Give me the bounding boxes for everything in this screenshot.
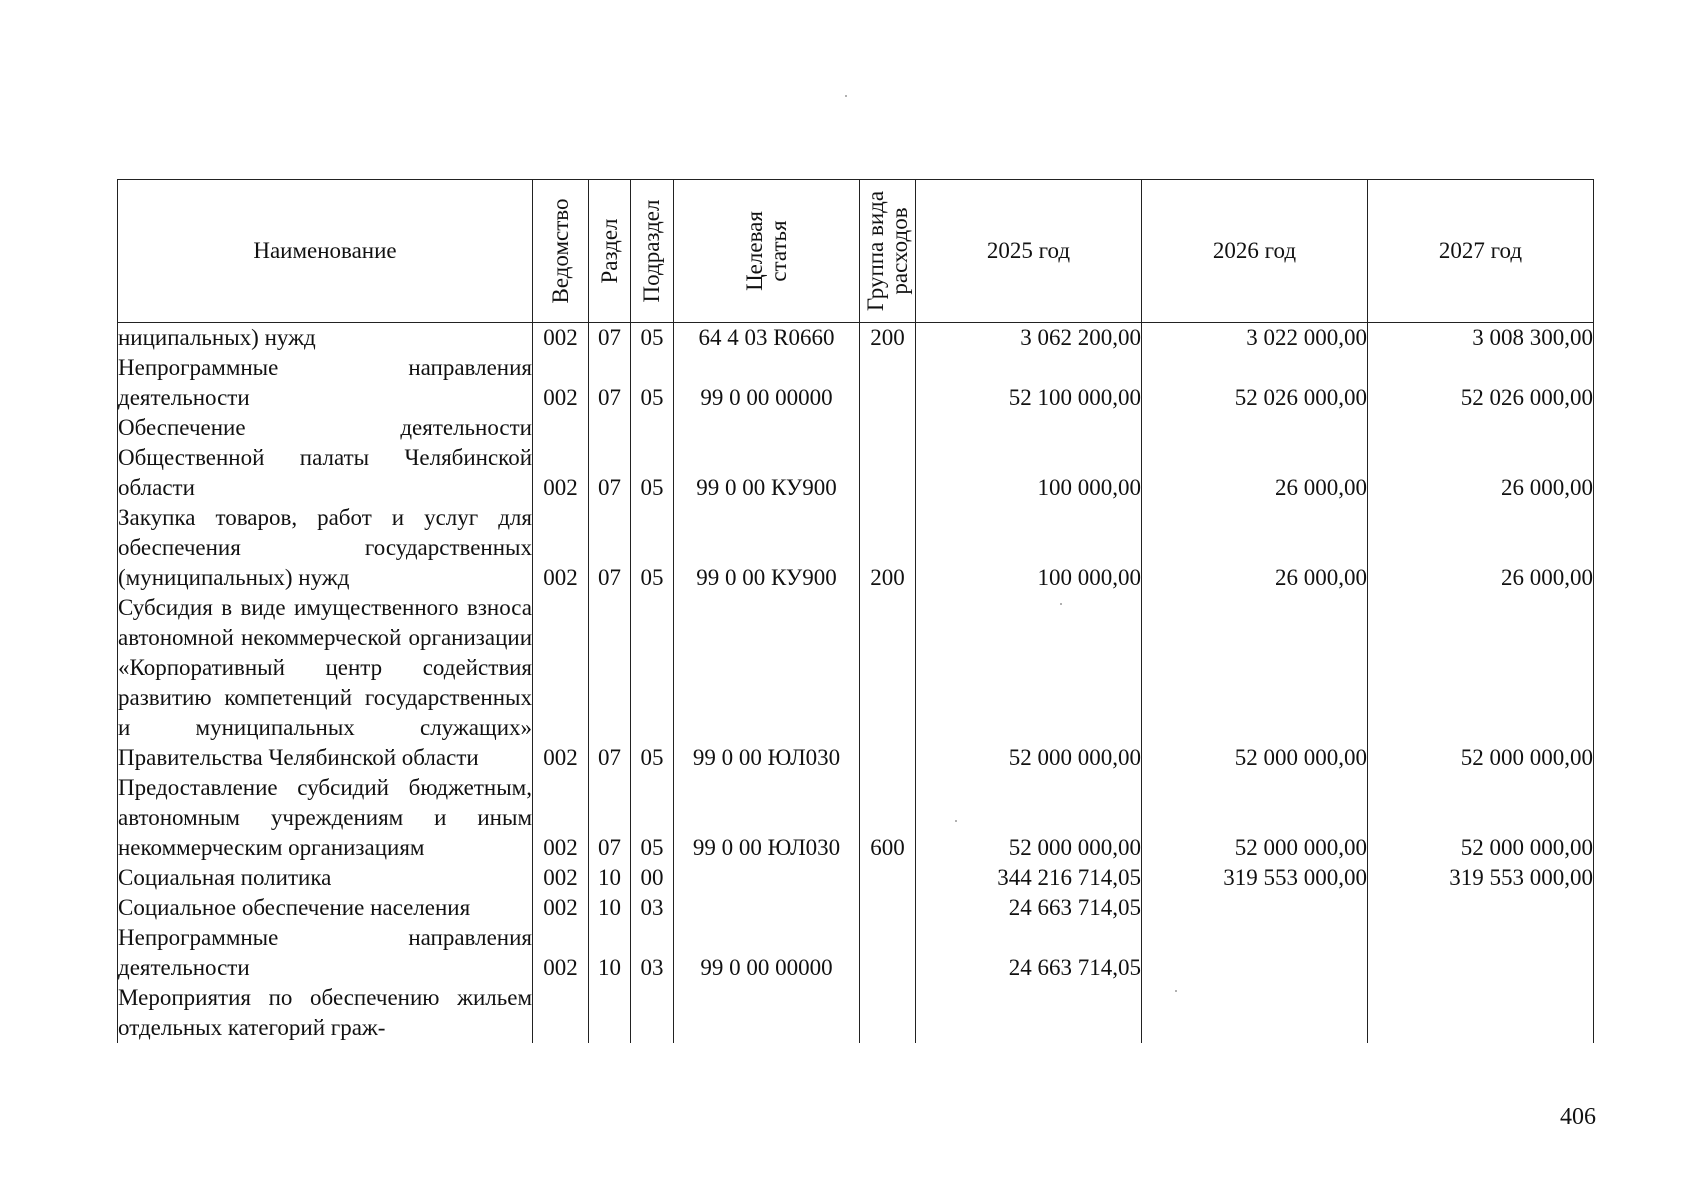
col-header-2027: 2027 год: [1368, 180, 1594, 323]
row-article: 99 0 00 КУ900: [674, 503, 860, 593]
row-podrazdel: 03: [631, 893, 674, 923]
col-header-group-line1: Группа вида: [862, 190, 888, 312]
row-group: [860, 593, 916, 773]
col-header-name: Наименование: [118, 180, 533, 323]
row-name: Предоставление субсидий бюджетным, автономным учреждениям и иным некоммерческим организациям: [118, 773, 533, 863]
table-row: [118, 923, 1594, 983]
row-group: 200: [860, 503, 916, 593]
row-article: 99 0 00 00000: [674, 923, 860, 983]
row-group: [860, 983, 916, 1043]
row-group: [860, 893, 916, 923]
row-razdel: 07: [589, 503, 631, 593]
table-row: [118, 893, 1594, 923]
row-name: Мероприятия по обеспечению жильем отдельных категорий граж-: [118, 983, 533, 1043]
row-podrazdel: 05: [631, 773, 674, 863]
row-article: [674, 893, 860, 923]
col-header-article: [674, 180, 860, 323]
row-amount-2027: 52 000 000,00: [1368, 593, 1594, 773]
row-razdel: 07: [589, 773, 631, 863]
row-razdel: 10: [589, 893, 631, 923]
row-amount-2025: 52 000 000,00: [916, 773, 1142, 863]
scan-speck: [955, 820, 957, 822]
row-name: Закупка товаров, работ и услуг для обеспечения государственных (муниципальных) нужд: [118, 503, 533, 593]
col-header-article-line2: статья: [765, 220, 791, 282]
row-name: Непрограммные направления деятельности: [118, 353, 533, 413]
row-amount-2027: 3 008 300,00: [1368, 323, 1594, 354]
col-header-podrazdel-label: Подраздел: [639, 199, 664, 303]
col-header-2026: 2026 год: [1142, 180, 1368, 323]
row-amount-2026: 319 553 000,00: [1142, 863, 1368, 893]
row-vedomstvo: 002: [533, 773, 589, 863]
row-vedomstvo: [533, 983, 589, 1043]
col-header-article-line1: Целевая: [741, 211, 767, 291]
row-vedomstvo: 002: [533, 413, 589, 503]
row-amount-2025: 52 000 000,00: [916, 593, 1142, 773]
row-article: 99 0 00 00000: [674, 353, 860, 413]
row-amount-2025: 100 000,00: [916, 413, 1142, 503]
row-amount-2025: 344 216 714,05: [916, 863, 1142, 893]
row-amount-2027: [1368, 983, 1594, 1043]
row-vedomstvo: 002: [533, 593, 589, 773]
row-name: ниципальных) нужд: [118, 323, 533, 354]
row-vedomstvo: 002: [533, 893, 589, 923]
col-header-article-label: [743, 211, 791, 291]
table-row: [118, 353, 1594, 413]
row-razdel: 10: [589, 863, 631, 893]
row-group: [860, 413, 916, 503]
row-amount-2026: 26 000,00: [1142, 413, 1368, 503]
row-amount-2025: 24 663 714,05: [916, 893, 1142, 923]
col-header-group-line2: расходов: [886, 207, 912, 295]
row-podrazdel: 05: [631, 323, 674, 354]
row-vedomstvo: 002: [533, 503, 589, 593]
page-number: 406: [1560, 1104, 1596, 1130]
table-row: [118, 983, 1594, 1043]
row-razdel: 07: [589, 593, 631, 773]
budget-table: [117, 179, 1594, 1043]
row-razdel: 07: [589, 323, 631, 354]
row-group: 200: [860, 323, 916, 354]
row-amount-2026: [1142, 893, 1368, 923]
row-amount-2026: 3 022 000,00: [1142, 323, 1368, 354]
table-body: [118, 323, 1594, 1044]
row-podrazdel: 03: [631, 923, 674, 983]
table-row: [118, 413, 1594, 503]
table-row: [118, 323, 1594, 354]
row-razdel: 07: [589, 413, 631, 503]
row-amount-2027: 26 000,00: [1368, 503, 1594, 593]
row-amount-2025: 3 062 200,00: [916, 323, 1142, 354]
row-group: [860, 923, 916, 983]
table-row: [118, 593, 1594, 773]
row-name: Непрограммные направления деятельности: [118, 923, 533, 983]
row-vedomstvo: 002: [533, 323, 589, 354]
row-name: Социальное обеспечение населения: [118, 893, 533, 923]
col-header-razdel-label: Раздел: [596, 218, 622, 284]
row-name: Обеспечение деятельности Общественной палаты Челябинской области: [118, 413, 533, 503]
col-header-vedomstvo-label: Ведомство: [547, 198, 573, 304]
col-header-group-label: [864, 191, 912, 311]
row-name: Социальная политика: [118, 863, 533, 893]
row-amount-2027: 52 000 000,00: [1368, 773, 1594, 863]
row-amount-2025: 52 100 000,00: [916, 353, 1142, 413]
row-amount-2027: 26 000,00: [1368, 413, 1594, 503]
row-amount-2026: 52 000 000,00: [1142, 773, 1368, 863]
row-vedomstvo: 002: [533, 923, 589, 983]
row-podrazdel: 05: [631, 503, 674, 593]
row-group: [860, 863, 916, 893]
col-header-vedomstvo: [533, 180, 589, 323]
row-amount-2026: 52 026 000,00: [1142, 353, 1368, 413]
scan-speck: [1175, 990, 1177, 992]
row-article: 99 0 00 ЮЛ030: [674, 773, 860, 863]
scan-speck: [1060, 603, 1062, 605]
col-header-razdel: [589, 180, 631, 323]
header-row: [118, 180, 1594, 323]
row-podrazdel: 00: [631, 863, 674, 893]
row-podrazdel: 05: [631, 353, 674, 413]
row-article: 99 0 00 ЮЛ030: [674, 593, 860, 773]
row-podrazdel: [631, 983, 674, 1043]
row-amount-2027: 319 553 000,00: [1368, 863, 1594, 893]
row-group: 600: [860, 773, 916, 863]
row-razdel: [589, 983, 631, 1043]
row-article: [674, 983, 860, 1043]
row-amount-2026: [1142, 923, 1368, 983]
row-razdel: 07: [589, 353, 631, 413]
row-podrazdel: 05: [631, 413, 674, 503]
table-row: [118, 503, 1594, 593]
row-amount-2026: 26 000,00: [1142, 503, 1368, 593]
row-vedomstvo: 002: [533, 353, 589, 413]
table-row: [118, 863, 1594, 893]
table-row: [118, 773, 1594, 863]
row-razdel: 10: [589, 923, 631, 983]
row-vedomstvo: 002: [533, 863, 589, 893]
scan-speck: [845, 95, 847, 97]
col-header-2025: 2025 год: [916, 180, 1142, 323]
row-podrazdel: 05: [631, 593, 674, 773]
row-amount-2025: 24 663 714,05: [916, 923, 1142, 983]
row-amount-2027: [1368, 893, 1594, 923]
row-amount-2026: 52 000 000,00: [1142, 593, 1368, 773]
col-header-group: [860, 180, 916, 323]
row-amount-2026: [1142, 983, 1368, 1043]
row-group: [860, 353, 916, 413]
row-article: [674, 863, 860, 893]
row-amount-2025: 100 000,00: [916, 503, 1142, 593]
row-amount-2027: 52 026 000,00: [1368, 353, 1594, 413]
row-name: Субсидия в виде имущественного взноса автономной некоммерческой организации «Корпоративный центр содействия развитию компетенций государственных и муниципальных служащих» Правительства Челябинской области: [118, 593, 533, 773]
row-amount-2027: [1368, 923, 1594, 983]
row-amount-2025: [916, 983, 1142, 1043]
row-article: 99 0 00 КУ900: [674, 413, 860, 503]
row-article: 64 4 03 R0660: [674, 323, 860, 354]
col-header-podrazdel: [631, 180, 674, 323]
